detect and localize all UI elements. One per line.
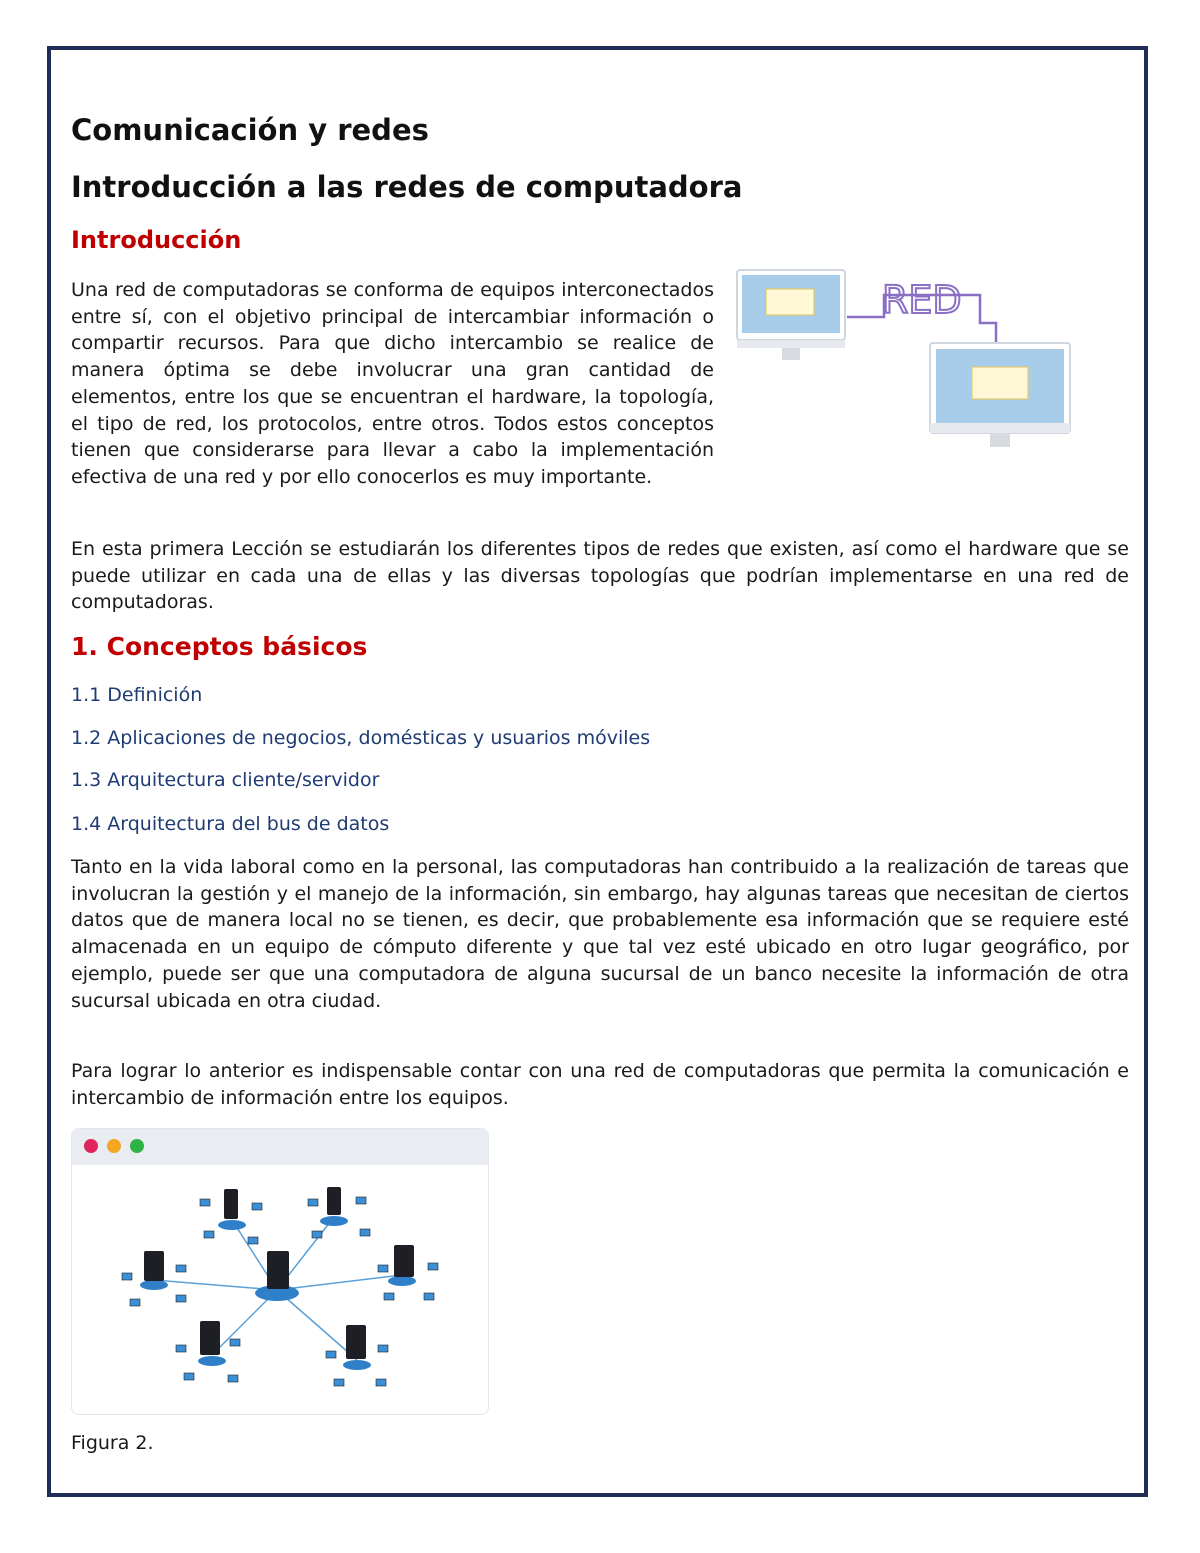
network-computers-illustration: [734, 267, 1129, 457]
intro-section: [71, 277, 1129, 491]
section-heading-intro: Introducción: [71, 226, 242, 254]
paragraph-block: [71, 536, 1129, 616]
minimize-dot-icon: [107, 1139, 121, 1153]
network-topology-illustration: [72, 1165, 488, 1414]
section-heading-conceptos: 1. Conceptos básicos: [71, 632, 368, 661]
document-subtitle: Introducción a las redes de computadora: [71, 170, 743, 204]
window-titlebar: [72, 1129, 488, 1165]
paragraph-block: [71, 1058, 1129, 1111]
figure-window: [71, 1128, 489, 1415]
document-title: Comunicación y redes: [71, 113, 429, 147]
body-paragraph: Para lograr lo anterior es indispensable contar con una red de computadoras que permita la comunicación e intercambio de información entre los equipos.: [71, 1060, 1129, 1109]
close-dot-icon: [84, 1139, 98, 1153]
toc-link-1-1[interactable]: 1.1 Definición: [71, 684, 203, 706]
maximize-dot-icon: [130, 1139, 144, 1153]
toc-link-1-4[interactable]: 1.4 Arquitectura del bus de datos: [71, 813, 390, 835]
paragraph-block: [71, 854, 1129, 1014]
toc-link-1-2[interactable]: 1.2 Aplicaciones de negocios, domésticas y usuarios móviles: [71, 727, 651, 749]
body-paragraph: Tanto en la vida laboral como en la personal, las computadoras han contribuido a la realización de tareas que involucran la gestión y el manejo de la información, sin embargo, hay algunas tareas que necesitan de ciertos datos que de manera local no se tienen, es decir, que probablemente esa información que se requiere esté almacenada en un equipo de cómputo diferente y que tal vez esté ubicado en otro lugar geográfico, por ejemplo, puede ser que una computadora de alguna sucursal de un banco necesite la información de otra sucursal ubicada en otra ciudad.: [71, 856, 1129, 1012]
figure-caption: Figura 2.: [71, 1432, 154, 1454]
intro-paragraph: Una red de computadoras se conforma de equipos interconectados entre sí, con el objetivo principal de intercambiar información o compartir recursos. Para que dicho intercambio se realice de manera óptima se debe involucrar una gran cantidad de elementos, entre los que se encuentran el hardware, la topología, el tipo de red, los protocolos, entre otros. Todos estos conceptos tienen que considerarse para llevar a cabo la implementación efectiva de una red y por ello conocerlos es muy importante.: [71, 279, 714, 488]
toc-link-1-3[interactable]: 1.3 Arquitectura cliente/servidor: [71, 769, 380, 791]
red-label: RED: [882, 278, 962, 322]
lesson-paragraph: En esta primera Lección se estudiarán los diferentes tipos de redes que existen, así como el hardware que se puede utilizar en cada una de ellas y las diversas topologías que podrían implementarse en una red de computadoras.: [71, 538, 1129, 614]
